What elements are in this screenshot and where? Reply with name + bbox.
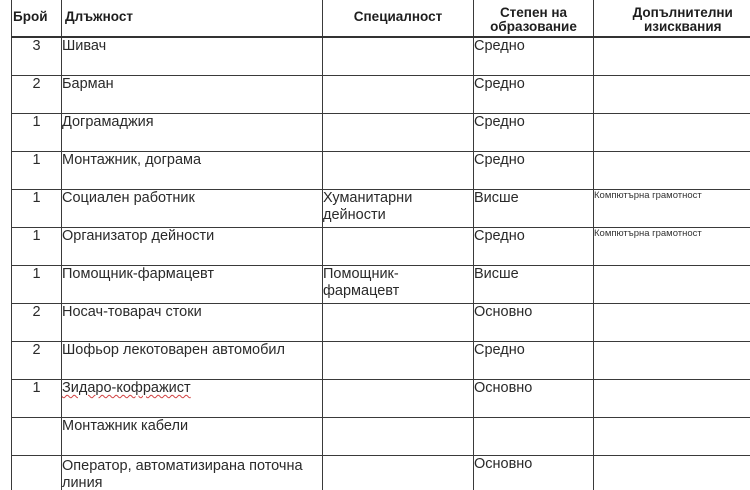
- cell-count: 2: [12, 342, 62, 380]
- cell-position: Организатор дейности: [62, 228, 323, 266]
- table-row: [12, 76, 750, 114]
- table-row: [12, 456, 750, 490]
- header-requirements: [594, 0, 750, 37]
- cell-position: [62, 380, 323, 418]
- cell-requirements: [594, 418, 750, 456]
- cell-requirements: [594, 37, 750, 76]
- cell-education: Основно: [474, 380, 594, 418]
- table-row: [12, 114, 750, 152]
- cell-position: Монтажник кабели: [62, 418, 323, 456]
- cell-education: Средно: [474, 114, 594, 152]
- cell-specialty: [323, 456, 474, 490]
- cell-education: Средно: [474, 228, 594, 266]
- header-education: [474, 0, 594, 37]
- cell-position: Оператор, автоматизирана поточна линия: [62, 456, 323, 490]
- cell-education: Средно: [474, 76, 594, 114]
- cell-count: 1: [12, 114, 62, 152]
- header-position: Длъжност: [62, 0, 323, 37]
- cell-specialty: [323, 380, 474, 418]
- cell-count: 1: [12, 266, 62, 304]
- cell-requirements: [594, 456, 750, 490]
- table-row: [12, 152, 750, 190]
- cell-position: Шофьор лекотоварен автомобил: [62, 342, 323, 380]
- cell-requirements: [594, 152, 750, 190]
- cell-education: Основно: [474, 456, 594, 490]
- cell-position: Барман: [62, 76, 323, 114]
- cell-specialty: Хуманитарни дейности: [323, 190, 474, 228]
- cell-education: Висше: [474, 266, 594, 304]
- cell-position: Дограмаджия: [62, 114, 323, 152]
- cell-specialty: [323, 304, 474, 342]
- cell-education: Средно: [474, 342, 594, 380]
- header-requirements-line2: изисквания: [643, 19, 722, 34]
- cell-position: Монтажник, дограма: [62, 152, 323, 190]
- cell-education: Средно: [474, 152, 594, 190]
- job-openings-table: [11, 0, 750, 490]
- cell-requirements: [594, 304, 750, 342]
- header-education-line2: образование: [490, 19, 577, 34]
- table-row: [12, 228, 750, 266]
- cell-count: [12, 456, 62, 490]
- cell-education: Висше: [474, 190, 594, 228]
- cell-requirements: [594, 380, 750, 418]
- cell-count: 2: [12, 76, 62, 114]
- cell-specialty: [323, 228, 474, 266]
- cell-position: Шивач: [62, 37, 323, 76]
- cell-requirements: [594, 342, 750, 380]
- table-row: [12, 266, 750, 304]
- cell-position: Помощник-фармацевт: [62, 266, 323, 304]
- table-row: [12, 380, 750, 418]
- cell-requirements: [594, 76, 750, 114]
- cell-education: Средно: [474, 37, 594, 76]
- cell-count: 2: [12, 304, 62, 342]
- table-row: [12, 190, 750, 228]
- cell-specialty: Помощник-фармацевт: [323, 266, 474, 304]
- header-specialty: Специалност: [323, 0, 474, 37]
- cell-count: 1: [12, 380, 62, 418]
- cell-specialty: [323, 152, 474, 190]
- cell-requirements: Компютърна грамотност: [594, 190, 750, 228]
- table-row: [12, 342, 750, 380]
- cell-count: 1: [12, 152, 62, 190]
- table-row: [12, 304, 750, 342]
- cell-count: 1: [12, 190, 62, 228]
- header-requirements-line1: Допълнителни: [632, 5, 733, 20]
- cell-count: 1: [12, 228, 62, 266]
- header-education-line1: Степен на: [499, 5, 568, 20]
- cell-position: Социален работник: [62, 190, 323, 228]
- cell-requirements: Компютърна грамотност: [594, 228, 750, 266]
- cell-education: Основно: [474, 304, 594, 342]
- cell-specialty: [323, 76, 474, 114]
- table-row: [12, 418, 750, 456]
- cell-requirements: [594, 114, 750, 152]
- table-row: [12, 37, 750, 76]
- spellcheck-flagged-word: Зидаро-кофражист: [62, 380, 191, 396]
- cell-position: Носач-товарач стоки: [62, 304, 323, 342]
- cell-count: [12, 418, 62, 456]
- cell-specialty: [323, 37, 474, 76]
- cell-specialty: [323, 114, 474, 152]
- table-header-row: [12, 0, 750, 37]
- cell-requirements: [594, 266, 750, 304]
- cell-count: 3: [12, 37, 62, 76]
- cell-specialty: [323, 342, 474, 380]
- cell-specialty: [323, 418, 474, 456]
- cell-education: [474, 418, 594, 456]
- header-count: Брой: [12, 0, 62, 37]
